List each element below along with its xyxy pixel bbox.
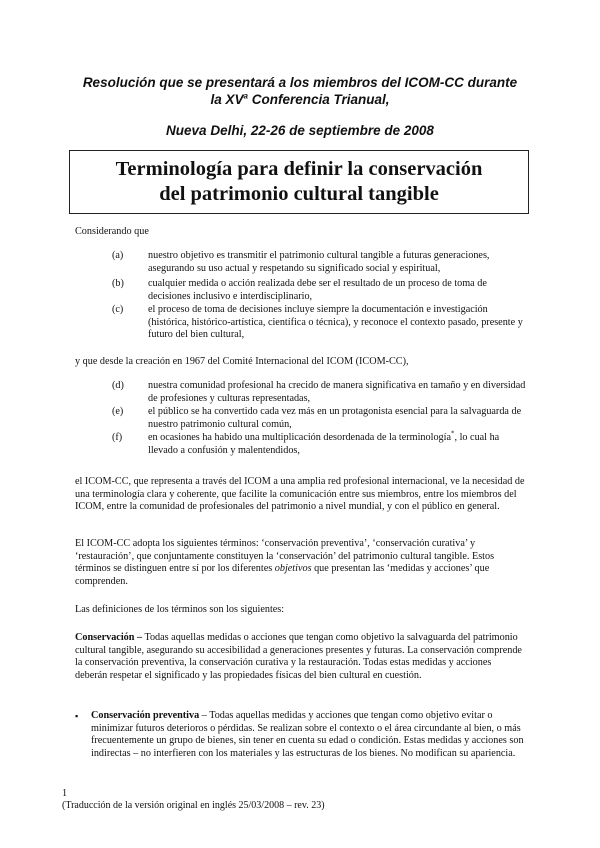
page-number: 1 xyxy=(62,788,68,799)
considering-paragraph: Considerando que xyxy=(75,226,149,237)
conservation-definition xyxy=(75,632,525,682)
list-item-label: (d) xyxy=(112,380,124,391)
list-item-label: (c) xyxy=(112,304,124,315)
list-item-text-pre: en ocasiones ha habido una multiplicación desordenada de la terminología xyxy=(148,432,451,443)
list-item-label: (f) xyxy=(112,432,123,443)
list-item-text: el proceso de toma de decisiones incluye siempre la documentación e investigación (histórica, histórico-artística, científica o técnica), y reconoce el contexto pasado, presente y futuro del bien cultural, xyxy=(148,304,523,341)
heading-line-2-pre: la XV xyxy=(210,92,244,107)
conservation-term: Conservación – xyxy=(75,632,143,643)
list-item-text xyxy=(148,429,528,457)
adopts-text-pre: El ICOM-CC adopta los siguientes términos: ‘conservación preventiva’, ‘conservación curativa’ y ‘restauración’, que conjuntamente constituyen la ‘conservación’ del patrimonio cultural tangible. Estos términos se distinguen entre sí por los diferentes xyxy=(75,538,495,575)
bullet-icon: ▪ xyxy=(75,711,79,721)
adopts-emphasis: objetivos xyxy=(274,563,312,575)
since-paragraph: y que desde la creación en 1967 del Comité Internacional del ICOM (ICOM-CC), xyxy=(75,356,409,367)
footnote-marker: * xyxy=(450,429,455,438)
definitions-intro: Las definiciones de los términos son los siguientes: xyxy=(75,604,285,615)
list-item-label: (e) xyxy=(112,406,124,417)
list-item-text-post: , lo cual ha llevado a confusión y malentendidos, xyxy=(148,432,500,456)
list-item-text: nuestra comunidad profesional ha crecido de manera significativa en tamaño y en diversidad de profesiones y culturas representadas, xyxy=(148,380,526,404)
list-item-text: el público se ha convertido cada vez más en un protagonista esencial para la salvaguarda de nuestro patrimonio cultural común, xyxy=(148,406,522,430)
document-title-box xyxy=(69,150,529,214)
heading-line-2 xyxy=(60,91,540,108)
icomcc-paragraph: el ICOM-CC, que representa a través del ICOM a una amplia red profesional internacional, ve la necesidad de una terminología clara y coherente, que facilite la comunicación entre sus miembros, entre los miembros del ICOM, entre la comunidad de profesionales del patrimonio a nivel mundial, y con el público en general. xyxy=(75,476,525,513)
preventive-text: – Todas aquellas medidas y acciones que tengan como objetivo evitar o minimizar futuros deterioros o pérdidas. Se realizan sobre el contexto o el área circundante al bien, o más frecuentemente un grupo de bienes, sin tener en cuenta su edad o condición. Estas medidas y acciones son indirectas – no interfieren con los materiales y las estructuras de los bienes. No modifican su apariencia. xyxy=(91,710,524,759)
adopts-text-post: que presentan las ‘medidas y acciones’ que comprenden. xyxy=(75,563,490,587)
list-item-text: nuestro objetivo es transmitir el patrimonio cultural tangible a futuras generaciones, asegurando su uso actual y respetando su significado social y espiritual, xyxy=(148,250,490,274)
translation-note: (Traducción de la versión original en inglés 25/03/2008 – rev. 23) xyxy=(62,800,325,811)
preventive-definition xyxy=(91,710,525,760)
heading-line-1: Resolución que se presentará a los miembros del ICOM-CC durante xyxy=(82,75,518,90)
resolution-heading xyxy=(60,74,540,108)
location-heading: Nueva Delhi, 22-26 de septiembre de 2008 xyxy=(166,123,434,138)
list-item-text: cualquier medida o acción realizada debe ser el resultado de un proceso de toma de decisiones inclusivo e interdisciplinario, xyxy=(148,278,487,302)
preventive-term: Conservación preventiva xyxy=(91,710,200,721)
conservation-text: Todas aquellas medidas o acciones que tengan como objetivo la salvaguarda del patrimonio cultural tangible, asegurando su accesibilidad a generaciones presentes y futuras. La conservación comprende la conservación preventiva, la conservación curativa y la restauración. Todas estas medidas y acciones deberán respetar el significado y las propiedades físicas del bien cultural en cuestión. xyxy=(75,632,522,681)
ordinal-superscript: a xyxy=(243,91,248,101)
adopts-paragraph xyxy=(75,538,525,588)
heading-line-2-post: Conferencia Trianual, xyxy=(247,92,390,107)
list-item-label: (b) xyxy=(112,278,124,289)
list-item-label: (a) xyxy=(112,250,124,261)
title-line-1: Terminología para definir la conservación xyxy=(115,158,483,180)
title-line-2: del patrimonio cultural tangible xyxy=(159,183,439,205)
